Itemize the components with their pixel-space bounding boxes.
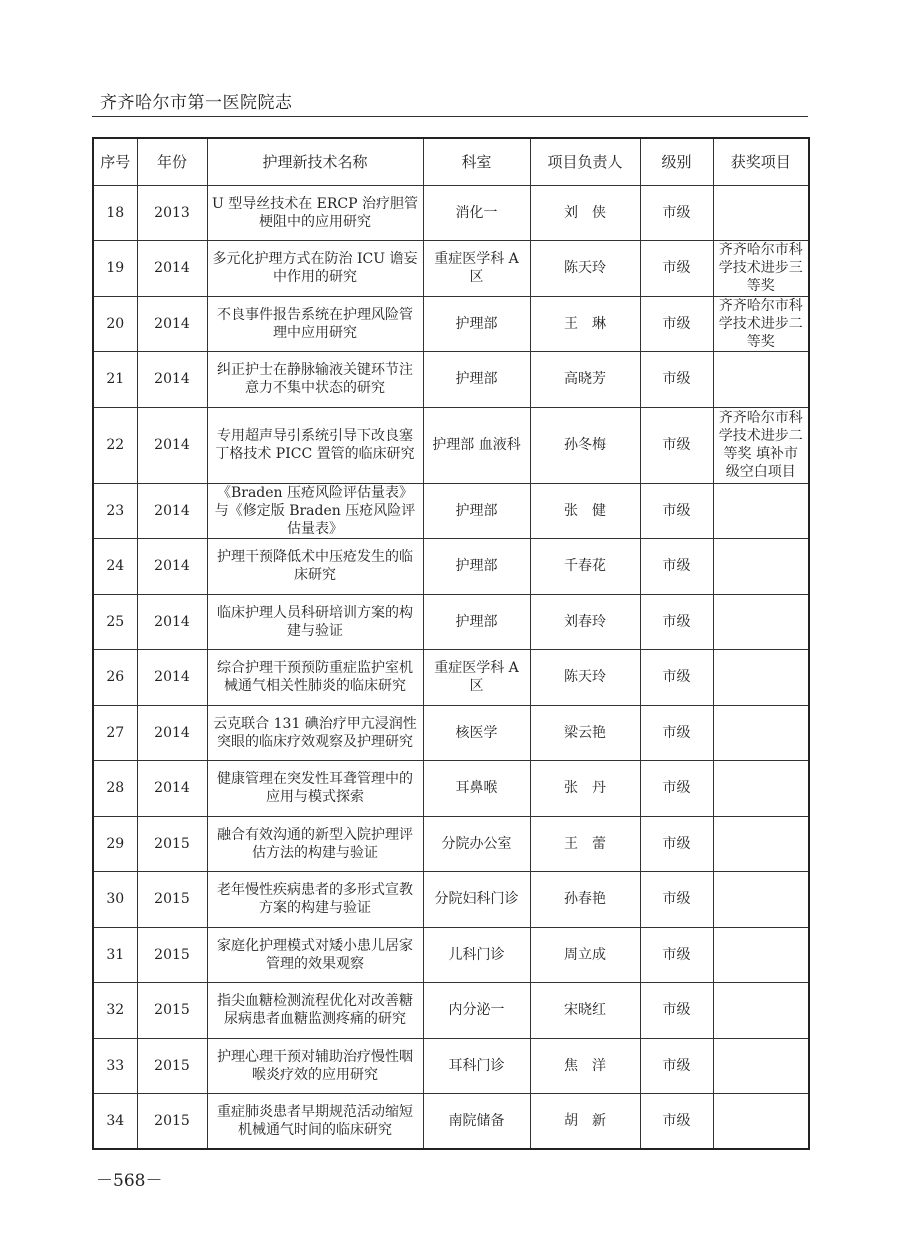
table-row (93, 705, 809, 761)
cell-dept: 消化一 (423, 185, 530, 241)
table-row (93, 185, 809, 241)
cell-year: 2014 (137, 352, 207, 408)
cell-name: 不良事件报告系统在护理风险管理中应用研究 (207, 296, 423, 352)
cell-level: 市级 (640, 241, 713, 297)
cell-award (713, 761, 809, 817)
cell-dept: 重症医学科 A 区 (423, 650, 530, 706)
cell-level: 市级 (640, 185, 713, 241)
cell-award: 齐齐哈尔市科学技术进步二等奖 (713, 296, 809, 352)
cell-year: 2014 (137, 407, 207, 483)
cell-name: 老年慢性疾病患者的多形式宣教方案的构建与验证 (207, 872, 423, 928)
cell-name: 护理心理干预对辅助治疗慢性咽喉炎疗效的应用研究 (207, 1038, 423, 1094)
cell-award (713, 983, 809, 1039)
cell-level: 市级 (640, 1094, 713, 1150)
cell-year: 2013 (137, 185, 207, 241)
table-row (93, 650, 809, 706)
cell-name: 云克联合 131 碘治疗甲亢浸润性突眼的临床疗效观察及护理研究 (207, 705, 423, 761)
table-row (93, 407, 809, 483)
cell-no: 20 (93, 296, 137, 352)
running-header-title: 齐齐哈尔市第一医院院志 (100, 93, 293, 113)
cell-lead: 陈天玲 (530, 241, 640, 297)
table-row (93, 241, 809, 297)
cell-year: 2015 (137, 872, 207, 928)
cell-name: 综合护理干预预防重症监护室机械通气相关性肺炎的临床研究 (207, 650, 423, 706)
column-header-lead: 项目负责人 (530, 138, 640, 185)
table-row (93, 927, 809, 983)
cell-name: 家庭化护理模式对矮小患儿居家管理的效果观察 (207, 927, 423, 983)
column-header-level: 级别 (640, 138, 713, 185)
cell-name: 纠正护士在静脉输液关键环节注意力不集中状态的研究 (207, 352, 423, 408)
cell-level: 市级 (640, 407, 713, 483)
cell-dept: 儿科门诊 (423, 927, 530, 983)
cell-year: 2015 (137, 1094, 207, 1150)
cell-lead: 刘春玲 (530, 594, 640, 650)
cell-dept: 耳科门诊 (423, 1038, 530, 1094)
cell-level: 市级 (640, 872, 713, 928)
cell-year: 2014 (137, 650, 207, 706)
cell-lead: 刘 侠 (530, 185, 640, 241)
cell-name: 临床护理人员科研培训方案的构建与验证 (207, 594, 423, 650)
table-row (93, 983, 809, 1039)
cell-level: 市级 (640, 539, 713, 595)
cell-award: 齐齐哈尔市科学技术进步三等奖 (713, 241, 809, 297)
nursing-technology-table (92, 137, 810, 1150)
cell-lead: 高晓芳 (530, 352, 640, 408)
cell-dept: 分院妇科门诊 (423, 872, 530, 928)
column-header-name: 护理新技术名称 (207, 138, 423, 185)
cell-year: 2014 (137, 483, 207, 539)
cell-level: 市级 (640, 761, 713, 817)
cell-award (713, 927, 809, 983)
cell-no: 27 (93, 705, 137, 761)
cell-dept: 护理部 (423, 594, 530, 650)
cell-dept: 耳鼻喉 (423, 761, 530, 817)
cell-lead: 张 健 (530, 483, 640, 539)
table-row (93, 872, 809, 928)
cell-award (713, 539, 809, 595)
page-number: －568－ (96, 1171, 163, 1191)
cell-level: 市级 (640, 483, 713, 539)
table-row (93, 1038, 809, 1094)
cell-lead: 胡 新 (530, 1094, 640, 1150)
cell-name: 健康管理在突发性耳聋管理中的应用与模式探索 (207, 761, 423, 817)
column-header-no: 序号 (93, 138, 137, 185)
cell-no: 28 (93, 761, 137, 817)
cell-award (713, 185, 809, 241)
table-row (93, 296, 809, 352)
cell-level: 市级 (640, 296, 713, 352)
cell-name: U 型导丝技术在 ERCP 治疗胆管梗阻中的应用研究 (207, 185, 423, 241)
cell-award (713, 594, 809, 650)
cell-award (713, 816, 809, 872)
table-row (93, 483, 809, 539)
cell-no: 19 (93, 241, 137, 297)
cell-year: 2014 (137, 705, 207, 761)
cell-dept: 分院办公室 (423, 816, 530, 872)
cell-award: 齐齐哈尔市科学技术进步二等奖 填补市级空白项目 (713, 407, 809, 483)
cell-name: 重症肺炎患者早期规范活动缩短机械通气时间的临床研究 (207, 1094, 423, 1150)
cell-dept: 护理部 (423, 296, 530, 352)
table-row (93, 761, 809, 817)
cell-dept: 南院储备 (423, 1094, 530, 1150)
cell-year: 2014 (137, 539, 207, 595)
cell-level: 市级 (640, 705, 713, 761)
cell-level: 市级 (640, 650, 713, 706)
cell-no: 31 (93, 927, 137, 983)
cell-no: 23 (93, 483, 137, 539)
cell-award (713, 1038, 809, 1094)
cell-year: 2014 (137, 296, 207, 352)
cell-award (713, 1094, 809, 1150)
cell-level: 市级 (640, 594, 713, 650)
cell-no: 29 (93, 816, 137, 872)
cell-year: 2014 (137, 761, 207, 817)
table-row (93, 594, 809, 650)
cell-no: 18 (93, 185, 137, 241)
table-row (93, 1094, 809, 1150)
cell-no: 34 (93, 1094, 137, 1150)
cell-dept: 核医学 (423, 705, 530, 761)
table-row (93, 816, 809, 872)
cell-name: 指尖血糖检测流程优化对改善糖尿病患者血糖监测疼痛的研究 (207, 983, 423, 1039)
column-header-dept: 科室 (423, 138, 530, 185)
table-row (93, 539, 809, 595)
column-header-year: 年份 (137, 138, 207, 185)
cell-lead: 宋晓红 (530, 983, 640, 1039)
table-header-row (93, 138, 809, 185)
cell-name: 多元化护理方式在防治 ICU 谵妄中作用的研究 (207, 241, 423, 297)
cell-no: 30 (93, 872, 137, 928)
cell-dept: 护理部 (423, 483, 530, 539)
cell-dept: 护理部 血液科 (423, 407, 530, 483)
cell-award (713, 483, 809, 539)
cell-lead: 梁云艳 (530, 705, 640, 761)
cell-dept: 内分泌一 (423, 983, 530, 1039)
cell-year: 2015 (137, 816, 207, 872)
cell-year: 2014 (137, 594, 207, 650)
cell-name: 护理干预降低术中压疮发生的临床研究 (207, 539, 423, 595)
cell-year: 2015 (137, 1038, 207, 1094)
cell-dept: 护理部 (423, 539, 530, 595)
cell-lead: 周立成 (530, 927, 640, 983)
cell-level: 市级 (640, 352, 713, 408)
cell-lead: 孙春艳 (530, 872, 640, 928)
cell-award (713, 872, 809, 928)
cell-lead: 焦 洋 (530, 1038, 640, 1094)
cell-year: 2015 (137, 983, 207, 1039)
cell-lead: 千春花 (530, 539, 640, 595)
cell-no: 33 (93, 1038, 137, 1094)
cell-level: 市级 (640, 983, 713, 1039)
column-header-award: 获奖项目 (713, 138, 809, 185)
cell-name: 融合有效沟通的新型入院护理评估方法的构建与验证 (207, 816, 423, 872)
cell-no: 22 (93, 407, 137, 483)
cell-level: 市级 (640, 1038, 713, 1094)
cell-award (713, 650, 809, 706)
cell-lead: 王 琳 (530, 296, 640, 352)
cell-dept: 重症医学科 A 区 (423, 241, 530, 297)
header-rule (92, 116, 808, 117)
cell-no: 24 (93, 539, 137, 595)
cell-award (713, 705, 809, 761)
cell-lead: 孙冬梅 (530, 407, 640, 483)
cell-year: 2015 (137, 927, 207, 983)
cell-year: 2014 (137, 241, 207, 297)
cell-level: 市级 (640, 816, 713, 872)
cell-dept: 护理部 (423, 352, 530, 408)
cell-no: 26 (93, 650, 137, 706)
cell-name: 《Braden 压疮风险评估量表》与《修定版 Braden 压疮风险评估量表》 (207, 483, 423, 539)
cell-lead: 陈天玲 (530, 650, 640, 706)
cell-lead: 张 丹 (530, 761, 640, 817)
table-body (93, 185, 809, 1149)
cell-level: 市级 (640, 927, 713, 983)
cell-award (713, 352, 809, 408)
cell-no: 32 (93, 983, 137, 1039)
table-row (93, 352, 809, 408)
cell-no: 21 (93, 352, 137, 408)
cell-no: 25 (93, 594, 137, 650)
cell-lead: 王 蕾 (530, 816, 640, 872)
cell-name: 专用超声导引系统引导下改良塞丁格技术 PICC 置管的临床研究 (207, 407, 423, 483)
